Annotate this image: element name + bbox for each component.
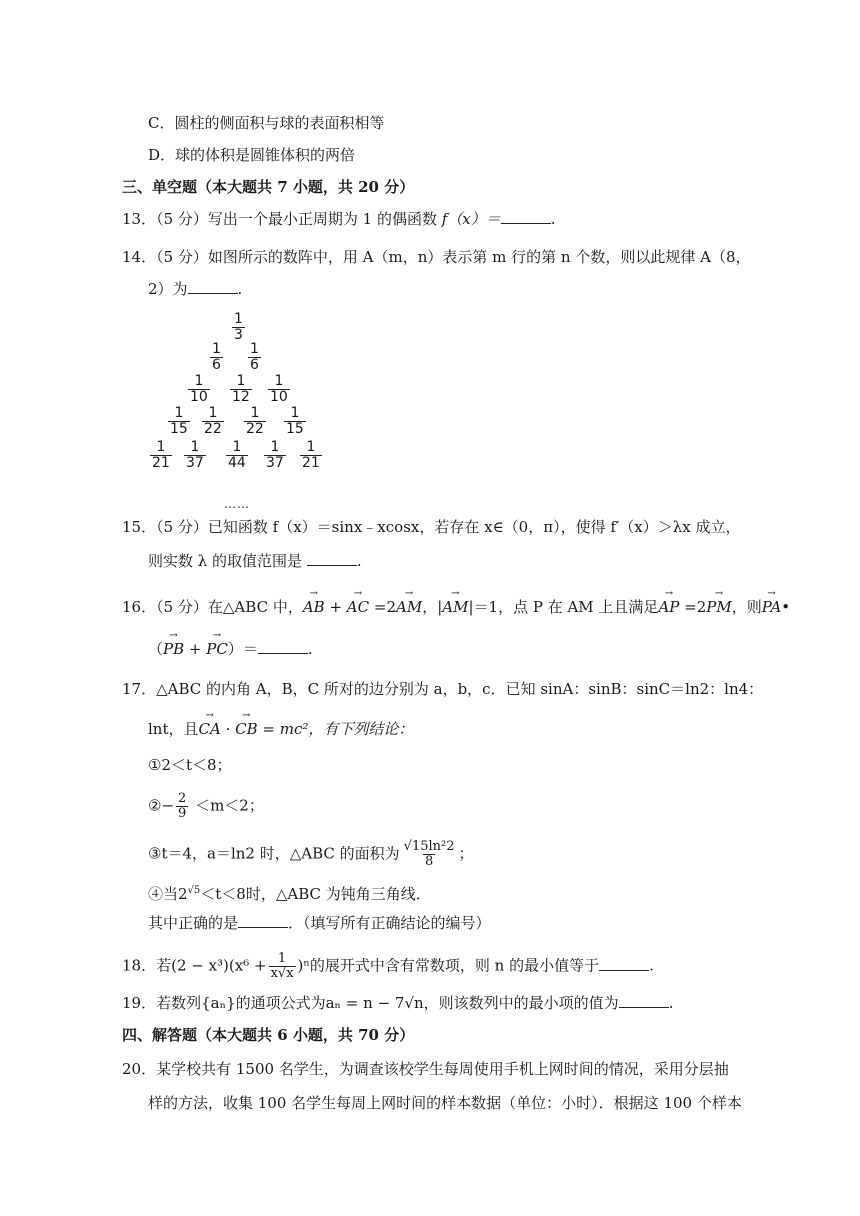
question-18: [122, 952, 654, 981]
triangle-ellipsis: ……: [224, 497, 250, 511]
fraction: [402, 840, 457, 869]
dot-product-sign: •: [781, 598, 791, 616]
q17-text: ②−: [148, 796, 175, 815]
question-17-line1: 17．△ABC 的内角 A，B，C 所对的边分别为 a，b，c．已知 sinA：sinB：sinC＝ln2：ln4：: [122, 680, 764, 698]
numerator: 1: [212, 341, 221, 357]
numerator: 1: [208, 405, 218, 421]
triangle-fraction: [202, 406, 224, 437]
vector-pc: → PC: [206, 638, 228, 660]
q18-text: .: [649, 956, 654, 975]
q17-text: = mc²，有下列结论：: [257, 720, 414, 738]
question-14-line2: [148, 278, 242, 300]
conclusion-1: ①2＜t＜8；: [148, 756, 232, 774]
question-13: [122, 208, 556, 230]
denominator: 22: [246, 421, 264, 437]
question-19: [122, 992, 673, 1014]
numerator: 1: [232, 439, 242, 455]
q16-text: ，|: [422, 598, 443, 616]
question-15-line1: 15．（5 分）已知函数 f（x）＝sinx﹣xcosx，若存在 x∈（0，π），使得 f′（x）＞λx 成立，: [122, 518, 741, 536]
triangle-fraction: [232, 312, 245, 343]
q17-text: ．（填写所有正确结论的编号）: [288, 914, 491, 932]
denominator: 37: [266, 455, 284, 471]
section-4-heading: 四、解答题（本大题共 6 小题，共 70 分）: [122, 1026, 415, 1044]
answer-blank: [238, 913, 288, 928]
triangle-fraction: [268, 374, 290, 405]
numerator: 1: [190, 439, 200, 455]
q16-text: ，则: [731, 598, 762, 616]
denominator: 12: [232, 389, 250, 405]
q16-text: ）＝: [227, 640, 258, 658]
vector-ac: → AC: [347, 596, 369, 618]
answer-blank: [599, 956, 649, 971]
question-16-line1: [122, 596, 790, 618]
q14-line2a: 2）为: [148, 280, 188, 298]
denominator: 44: [228, 455, 246, 471]
denominator: 21: [302, 455, 320, 471]
answer-blank: [501, 209, 551, 224]
answer-blank: [188, 279, 238, 294]
triangle-fraction: [226, 440, 248, 471]
vector-cb: → CB: [235, 718, 258, 740]
vector-pa: → PA: [762, 596, 782, 618]
answer-blank: [619, 993, 669, 1008]
conclusion-4: [148, 880, 431, 905]
q17-text: lnt，且: [148, 720, 199, 738]
answer-blank: [307, 551, 357, 566]
question-14-line1: 14．（5 分）如图所示的数阵中，用 A（m，n）表示第 m 行的第 n 个数，则以此规律 A（8，: [122, 248, 751, 266]
numerator: 1: [250, 341, 259, 357]
triangle-fraction: [248, 342, 261, 373]
number-triangle-figure: [140, 312, 340, 512]
conclusion-3: [148, 840, 474, 869]
numerator: 1: [290, 405, 300, 421]
q13-suffix: .: [550, 210, 556, 228]
q16-text: 16．（5 分）在△ABC 中，: [122, 598, 303, 616]
q17-text: ③t＝4，a＝ln2 时，△ABC 的面积为: [148, 844, 400, 863]
plus-sign: +: [324, 598, 347, 616]
q17-text: ＜m＜2；: [190, 796, 264, 815]
vector-ab: → AB: [303, 596, 325, 618]
q16-text: （: [148, 640, 164, 658]
triangle-fraction: [168, 406, 190, 437]
q16-text: .: [307, 640, 313, 658]
vector-ap: → AP: [658, 596, 679, 618]
question-20-line2: 样的方法，收集 100 名学生每周上网时间的样本数据（单位：小时）．根据这 100 个样本: [148, 1094, 742, 1112]
numerator: 1: [306, 439, 316, 455]
q18-text: )ⁿ的展开式中含有常数项，则 n 的最小值等于: [297, 956, 600, 975]
numerator: 1: [174, 405, 184, 421]
denominator: 22: [204, 421, 222, 437]
question-20-line1: 20．某学校共有 1500 名学生，为调查该校学生每周使用手机上网时间的情况，采用分层抽: [122, 1060, 729, 1078]
vector-am-abs: → AM: [442, 596, 468, 618]
vector-am: → AM: [396, 596, 422, 618]
q13-prefix: 13．（5 分）写出一个最小正周期为 1 的偶函数: [122, 210, 442, 228]
q15-line2a: 则实数 λ 的取值范围是: [148, 552, 307, 570]
conclusion-2: [148, 792, 264, 821]
q18-text: 18．若(2 − x³)(x⁶ +: [122, 956, 267, 975]
q19-text: .: [668, 994, 674, 1012]
q13-fx: f（x）＝: [441, 210, 501, 228]
denominator: 15: [286, 421, 304, 437]
numerator: 1: [277, 951, 287, 966]
vector-pb: → PB: [163, 638, 184, 660]
triangle-fraction: [264, 440, 286, 471]
triangle-fraction: [284, 406, 306, 437]
denominator: 6: [250, 357, 259, 373]
numerator: 1: [156, 439, 166, 455]
q19-text: 19．若数列{aₙ}的通项公式为aₙ = n − 7√n，则该数列中的最小项的值为: [122, 994, 619, 1012]
denominator: 8: [424, 854, 434, 869]
triangle-fraction: [300, 440, 322, 471]
denominator: 37: [186, 455, 204, 471]
equals-2: =2: [679, 598, 707, 616]
numerator: 1: [194, 373, 204, 389]
numerator: 2: [178, 791, 187, 806]
numerator: 1: [270, 439, 280, 455]
q17-text: 其中正确的是: [148, 914, 239, 932]
triangle-fraction: [184, 440, 206, 471]
numerator: 1: [250, 405, 260, 421]
numerator: 1: [234, 311, 243, 327]
triangle-fraction: [244, 406, 266, 437]
superscript: √5: [187, 885, 201, 896]
vector-ca: → CA: [199, 718, 221, 740]
triangle-fraction: [150, 440, 172, 471]
dot-product-sign: ·: [220, 720, 236, 738]
question-15-line2: [148, 550, 362, 572]
triangle-fraction: [230, 374, 252, 405]
denominator: 15: [170, 421, 188, 437]
option-d: D．球的体积是圆锥体积的两倍: [148, 146, 356, 164]
q17-text: ④当2: [148, 885, 188, 903]
fraction: [269, 952, 296, 981]
denominator: 6: [212, 357, 221, 373]
question-16-line2: [148, 638, 313, 660]
q14-line2b: .: [237, 280, 243, 298]
denominator: 21: [152, 455, 170, 471]
question-17-line2: [148, 718, 413, 740]
denominator: 10: [190, 389, 208, 405]
denominator: 10: [270, 389, 288, 405]
denominator: 3: [234, 327, 243, 343]
numerator: √15ln²2: [403, 839, 455, 854]
equals-2: =2: [369, 598, 396, 616]
numerator: 1: [236, 373, 246, 389]
triangle-fraction: [210, 342, 223, 373]
q16-text: |＝1，点 P 在 AM 上且满足: [468, 598, 659, 616]
option-c: C．圆柱的侧面积与球的表面积相等: [148, 114, 385, 132]
triangle-fraction: [188, 374, 210, 405]
vector-pm: → PM: [706, 596, 731, 618]
section-3-heading: 三、单空题（本大题共 7 小题，共 20 分）: [122, 178, 415, 196]
numerator: 1: [274, 373, 284, 389]
denominator: 9: [178, 806, 187, 821]
answer-blank: [258, 639, 308, 654]
denominator: x√x: [270, 966, 294, 981]
question-17-ask: [148, 912, 491, 934]
q17-text: ；: [458, 844, 474, 863]
plus-sign: +: [184, 640, 207, 658]
q17-text: ＜t＜8时，△ABC 为钝角三角线．: [200, 885, 431, 903]
fraction: [176, 792, 188, 821]
q15-line2b: .: [356, 552, 362, 570]
